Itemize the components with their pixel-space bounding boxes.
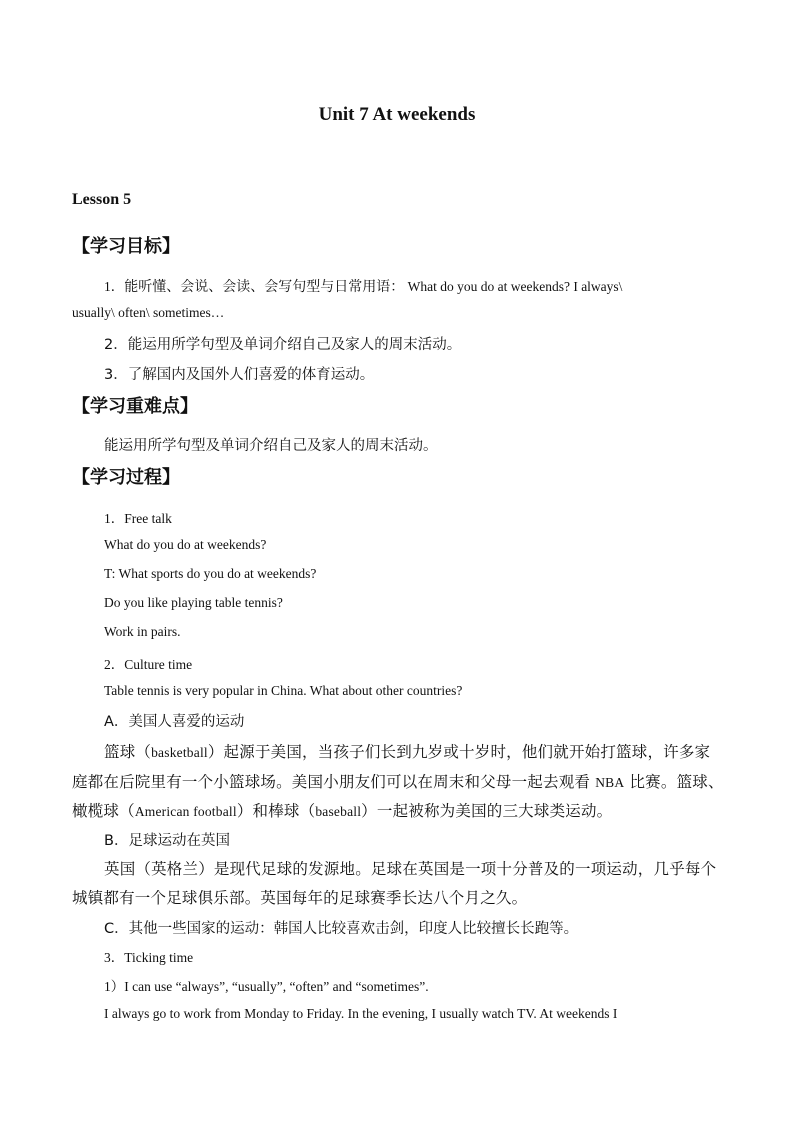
- lesson-heading: Lesson 5: [72, 191, 132, 208]
- process-line-question: What do you do at weekends?: [104, 537, 267, 552]
- goal-1-cn: 能听懂、会说、会读、会写句型与日常用语：: [124, 279, 405, 295]
- process-line-countries: Table tennis is very popular in China. What about other countries?: [104, 683, 463, 698]
- culture-a-paragraph-line-3: [72, 799, 612, 821]
- culture-a-paragraph-line-2: [72, 770, 724, 792]
- culture-b-paragraph-line-2: 城镇都有一个足球俱乐部。英国每年的足球赛季长达八个月之久。: [72, 889, 528, 907]
- culture-a-paragraph-line-1: [104, 740, 710, 762]
- process-line-free-talk: 1．Free talk: [104, 511, 172, 526]
- process-line-pairs: Work in pairs.: [104, 624, 181, 639]
- culture-heading-b: B．足球运动在英国: [104, 833, 230, 849]
- text-span: ）一起被称为美国的三大球类运动。: [361, 802, 613, 820]
- text-span: 篮球（: [104, 743, 152, 761]
- english-term: American football: [134, 804, 237, 819]
- process-line-adverbs: 1）I can use “always”, “usually”, “often” and “sometimes”.: [104, 979, 429, 994]
- process-line-table-tennis: Do you like playing table tennis?: [104, 595, 283, 610]
- english-term: basketball: [151, 745, 208, 760]
- goal-1-en: What do you do at weekends? I always\: [404, 279, 623, 294]
- key-point-text: 能运用所学句型及单词介绍自己及家人的周末活动。: [104, 438, 438, 454]
- culture-heading-a: A．美国人喜爱的运动: [104, 714, 245, 730]
- text-span: ）起源于美国，当孩子们长到九岁或十岁时，他们就开始打篮球，许多家: [207, 743, 711, 761]
- text-span: 庭都在后院里有一个小篮球场。美国小朋友们可以在周末和父母一起去观看: [72, 773, 596, 791]
- section-heading-goals: 【学习目标】: [72, 236, 180, 257]
- goal-item-2: 2．能运用所学句型及单词介绍自己及家人的周末活动。: [104, 337, 462, 353]
- goal-item-1: [104, 275, 622, 296]
- process-line-example: I always go to work from Monday to Friday. In the evening, I usually watch TV. At weekends I: [104, 1006, 618, 1021]
- goal-item-1-continued: usually\ often\ sometimes…: [72, 305, 225, 320]
- goal-item-3: 3．了解国内及国外人们喜爱的体育运动。: [104, 367, 375, 383]
- text-span: 比赛。篮球、: [624, 773, 724, 791]
- goal-1-number: 1．: [104, 279, 125, 294]
- section-heading-key-points: 【学习重难点】: [72, 396, 198, 417]
- culture-line-c: C．其他一些国家的运动：韩国人比较喜欢击剑，印度人比较擅长长跑等。: [104, 921, 579, 937]
- text-span: 橄榄球（: [72, 802, 135, 820]
- english-term: baseball: [315, 804, 362, 819]
- english-term: NBA: [595, 775, 625, 790]
- process-line-teacher: T: What sports do you do at weekends?: [104, 566, 317, 581]
- process-line-ticking-time: 3．Ticking time: [104, 950, 194, 965]
- culture-b-paragraph-line-1: 英国（英格兰）是现代足球的发源地。足球在英国是一项十分普及的一项运动，几乎每个: [104, 860, 717, 878]
- section-heading-process: 【学习过程】: [72, 467, 180, 488]
- document-title: Unit 7 At weekends: [318, 104, 476, 125]
- process-line-culture-time: 2．Culture time: [104, 657, 193, 672]
- text-span: ）和棒球（: [236, 802, 316, 820]
